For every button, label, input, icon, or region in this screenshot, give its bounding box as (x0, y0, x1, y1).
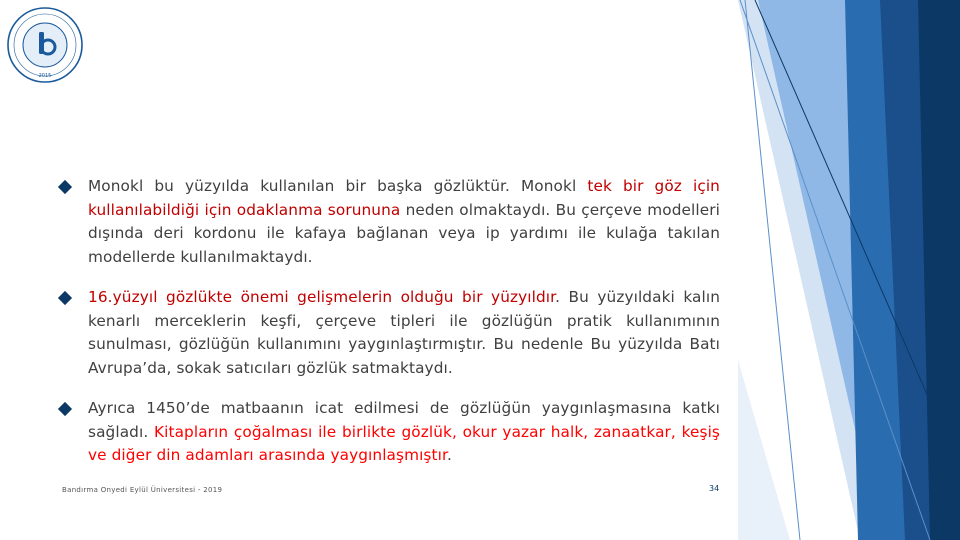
bullet-text: Monokl bu yüzyılda kullanılan bir başka gözlüktür. Monokl (88, 177, 588, 195)
bullet-text: Kitapların çoğalması ile birlikte gözlük, okur yazar halk, zanaatkar, keşiş ve diğer din adamları arasında yaygınlaşmıştır (88, 422, 720, 464)
logo-year: 2015 (38, 73, 52, 79)
deco-bottom-left (738, 360, 790, 540)
bullet-text: . (446, 446, 452, 464)
bullet-item (60, 397, 720, 468)
page-number: 34 (709, 484, 720, 493)
university-logo (5, 5, 85, 85)
bullet-text: 16.yüzyıl gözlükte önemi gelişmelerin olduğu bir yüzyıldır (88, 288, 556, 306)
bullet-list (60, 175, 720, 485)
diamond-bullet-icon (58, 402, 72, 416)
bullet-text: Ayrıca 1450’de matbaanın icat edilmesi de gözlüğün yaygınlaşmasına katkı sağladı. (88, 399, 720, 441)
diamond-bullet-icon (58, 180, 72, 194)
bullet-text: tek bir göz için kullanılabildiği için odaklanma sorununa (88, 177, 720, 219)
footer-text: Bandırma Onyedi Eylül Üniversitesi - 2019 (62, 486, 223, 494)
bullet-text: neden olmaktaydı. Bu çerçeve modelleri dışında deri kordonu ile kafaya bağlanan veya ip yardımı ile kulağa takılan modellerde kullanılmaktaydı. (88, 200, 721, 266)
bullet-text: . Bu yüzyıldaki kalın kenarlı merceklerin keşfi, çerçeve tipleri ile gözlüğün pratik kullanımının sunulması, gözlüğün kullanımını yaygınlaştırmıştır. Bu nedenle Bu yüzyılda Batı Avrupa’da, sokak satıcıları gözlük satmaktaydı. (88, 288, 721, 377)
bullet-item (60, 286, 720, 380)
bullet-item (60, 175, 720, 269)
diamond-bullet-icon (58, 291, 72, 305)
